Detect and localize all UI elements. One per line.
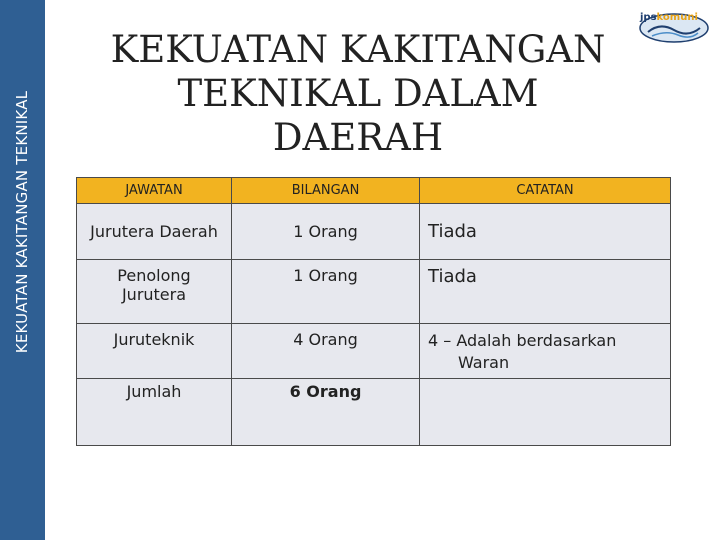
- cell-jawatan: Jurutera Daerah: [77, 204, 232, 260]
- cell-jawatan: [77, 260, 232, 324]
- cell-catatan: Tiada: [420, 260, 671, 324]
- sidebar-title: KEKUATAN KAKITANGAN TEKNIKAL: [13, 90, 31, 354]
- cell-catatan: Tiada: [420, 204, 671, 260]
- header-jawatan: JAWATAN: [77, 178, 232, 204]
- cell-total-note: [420, 379, 671, 446]
- sidebar: [0, 0, 45, 540]
- cell-bilangan: 1 Orang: [232, 260, 420, 324]
- header-catatan: CATATAN: [420, 178, 671, 204]
- table-row: [77, 204, 671, 260]
- cell-catatan-line1: 4 – Adalah berdasarkan: [428, 331, 617, 350]
- cell-jawatan: Juruteknik: [77, 324, 232, 379]
- cell-bilangan: 4 Orang: [232, 324, 420, 379]
- table-row: [77, 260, 671, 324]
- cell-total-label: Jumlah: [77, 379, 232, 446]
- cell-jawatan-text: Penolong Jurutera: [117, 266, 191, 304]
- page-title: KEKUATAN KAKITANGAN TEKNIKAL DALAM DAERAH: [110, 28, 606, 159]
- header-bilangan: BILANGAN: [232, 178, 420, 204]
- table-row: [77, 324, 671, 379]
- logo-text-a: jps: [640, 12, 657, 23]
- jps-logo: [638, 8, 710, 44]
- logo-text: [640, 12, 698, 23]
- cell-bilangan: 1 Orang: [232, 204, 420, 260]
- cell-total-value: 6 Orang: [232, 379, 420, 446]
- logo-text-b: komuni: [656, 12, 698, 23]
- cell-catatan-line2: Waran: [458, 353, 510, 372]
- staff-table: [76, 177, 671, 446]
- cell-catatan: [420, 324, 671, 379]
- table-header-row: [77, 178, 671, 204]
- total-row: [77, 379, 671, 446]
